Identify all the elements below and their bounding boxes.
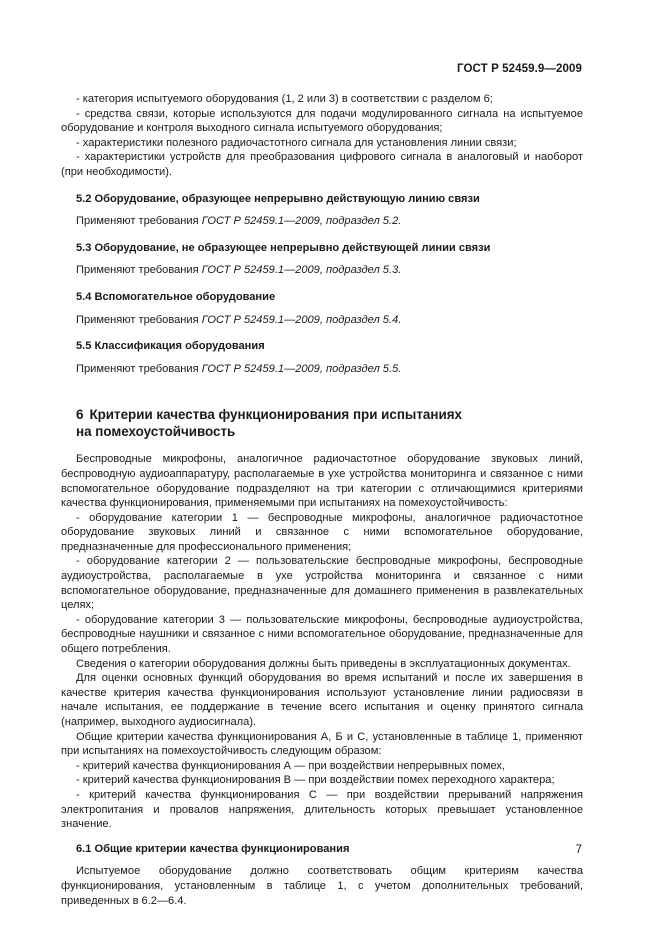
- subsection-heading-5-3: 5.3 Оборудование, не образующее непрерывно действующей линии связи: [76, 241, 491, 254]
- list-item: - средства связи, которые используются для подачи модулированного сигнала на испытуемое оборудование и контроля выходного сигнала испытуемого оборудования;: [61, 107, 583, 135]
- paragraph: Сведения о категории оборудования должны быть приведены в эксплуатационных документах.: [76, 657, 571, 670]
- subsection-heading-5-4: 5.4 Вспомогательное оборудование: [76, 290, 276, 303]
- list-item: - критерий качества функционирования В — при воздействии помех переходного характера;: [76, 774, 555, 787]
- list-item: - критерий качества функционирования А — при воздействии непрерывных помех,: [76, 759, 506, 772]
- list-item: - характеристики полезного радиочастотного сигнала для установления линии связи;: [76, 136, 517, 149]
- list-item: - категория испытуемого оборудования (1, 2 или 3) в соответствии с разделом 6;: [76, 93, 493, 105]
- list-item: - оборудование категории 3 — пользовательские микрофоны, беспроводные аудиоустройства, беспроводные наушники и связанное с ними вспомогательное оборудование, предназначенные для общего потребления.: [61, 613, 583, 656]
- list-item: - оборудование категории 1 — беспроводные микрофоны, аналогичное радиочастотное оборудование звуковых линий и связанное с ними вспомогательное оборудование, предназначенные для профессионального применения;: [61, 511, 583, 553]
- paragraph: Общие критерии качества функционирования А, Б и С, установленные в таблице 1, применяют при испытаниях на помехоустойчивость следующим образом:: [61, 730, 583, 758]
- paragraph: Для оценки основных функций оборудования во время испытаний и после их завершения в качестве критерия качества функционирования используют установление линии радиосвязи в начале испытания, ее поддержание в течение всего испытания и оценку принятого сигнала (например, выходного аудиосигнала).: [61, 672, 583, 728]
- list-item: - оборудование категории 2 — пользовательские беспроводные микрофоны, беспроводные аудиоустройства, располагаемые в ухе устройства мониторинга и связанное с ними вспомогательное оборудование, предназначенные для домашнего применения в развлекательных целях;: [61, 555, 583, 612]
- subsection-heading-5-5: 5.5 Классификация оборудования: [76, 340, 265, 353]
- page-content: [61, 92, 583, 908]
- requirement-text-5-3: Применяют требования ГОСТ Р 52459.1—2009, подраздел 5.3.: [76, 264, 402, 277]
- subsection-heading-5-2: 5.2 Оборудование, образующее непрерывно действующую линию связи: [76, 192, 480, 205]
- list-item: - характеристики устройств для преобразования цифрового сигнала в аналоговый и наоборот (при необходимости).: [61, 151, 583, 178]
- list-item: - критерий качества функционирования С — при воздействии прерываний напряжения электропитания и провалов напряжения, длительность которых превышает установленное значение.: [61, 788, 583, 831]
- requirement-text-5-2: Применяют требования ГОСТ Р 52459.1—2009, подраздел 5.2.: [76, 215, 402, 228]
- requirement-text-5-4: Применяют требования ГОСТ Р 52459.1—2009, подраздел 5.4.: [76, 313, 402, 326]
- document-header-id: ГОСТ Р 52459.9—2009: [457, 63, 582, 75]
- paragraph: Беспроводные микрофоны, аналогичное радиочастотное оборудование звуковых линий, беспроводную аудиоаппаратуру, располагаемые в ухе устройства мониторинга и связанное с ними вспомогательное оборудование подразделяют на три категории с отличающимися критериями качества функционирования, применяемыми при испытаниях на помехоустойчивость:: [61, 453, 583, 510]
- page-number: 7: [575, 844, 582, 856]
- subsection-heading-6-1: 6.1 Общие критерии качества функционирования: [76, 842, 350, 855]
- requirement-text-5-5: Применяют требования ГОСТ Р 52459.1—2009, подраздел 5.5.: [76, 362, 402, 375]
- section-6-heading: 6 Критерии качества функционирования при испытаниях на помехоустойчивость: [76, 407, 462, 439]
- paragraph: Испытуемое оборудование должно соответствовать общим критериям качества функционирования, установленным в таблице 1, с учетом дополнительных требований, приведенных в 6.2—6.4.: [61, 865, 583, 907]
